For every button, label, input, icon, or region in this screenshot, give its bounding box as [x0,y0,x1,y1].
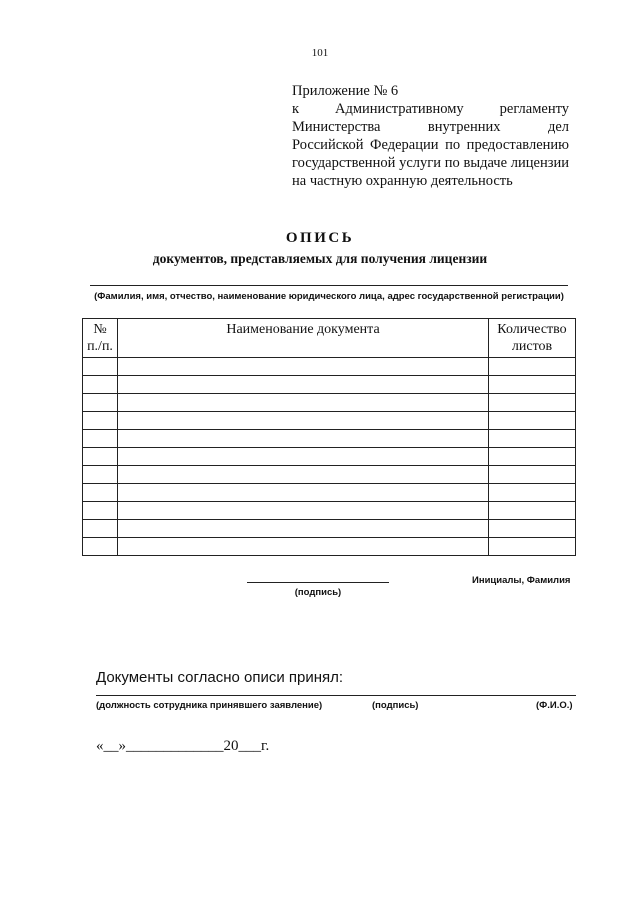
header-sheet-count [489,319,576,358]
cell-sheet-count[interactable] [489,430,576,448]
appendix-line-6: на частную охранную деятельность [292,173,513,189]
appendix-title: Приложение № 6 [292,83,399,99]
page-number: 101 [311,47,329,59]
appendix-word-ministry: Министерства [292,119,381,135]
cell-sheet-count[interactable] [489,358,576,376]
cell-sheet-count[interactable] [489,376,576,394]
table-row [83,502,576,520]
cell-document-name[interactable] [118,358,489,376]
document-subtitle: документов, представляемых для получения лицензии [152,251,488,266]
cell-document-name[interactable] [118,412,489,430]
cell-sheet-count[interactable] [489,538,576,556]
cell-document-name[interactable] [118,430,489,448]
cell-number[interactable] [83,394,118,412]
applicant-fill-line[interactable] [90,285,568,286]
cell-sheet-count[interactable] [489,412,576,430]
cell-document-name[interactable] [118,484,489,502]
header-document-name: Наименование документа [118,319,489,358]
appendix-header [292,82,569,190]
table-row [83,484,576,502]
header-count-line2: листов [511,339,553,354]
appendix-line-2 [292,100,569,118]
cell-number[interactable] [83,412,118,430]
accepted-label: Документы согласно описи принял: [96,669,344,686]
cell-number[interactable] [83,448,118,466]
table-row [83,466,576,484]
initials-label: Инициалы, Фамилия [472,575,571,586]
document-title: ОПИСЬ [285,230,355,246]
header-number-line1: № [93,322,107,337]
position-caption: (должность сотрудника принявшего заявление) [96,700,323,711]
cell-document-name[interactable] [118,538,489,556]
appendix-line-5: государственной услуги по выдаче лицензии [292,155,569,171]
cell-sheet-count[interactable] [489,394,576,412]
signature-fill-line[interactable] [247,582,389,583]
cell-sheet-count[interactable] [489,466,576,484]
cell-document-name[interactable] [118,376,489,394]
cell-number[interactable] [83,484,118,502]
date-line[interactable]: «__»_____________20___г. [96,738,270,754]
signature-caption-2: (подпись) [372,700,419,711]
cell-document-name[interactable] [118,466,489,484]
cell-document-name[interactable] [118,520,489,538]
appendix-word-regulation: регламенту [499,101,569,117]
cell-document-name[interactable] [118,502,489,520]
cell-number[interactable] [83,358,118,376]
table-row [83,412,576,430]
header-number [83,319,118,358]
header-count-line1: Количество [497,322,567,337]
cell-sheet-count[interactable] [489,448,576,466]
appendix-word-internal: внутренних [427,119,501,135]
table-row [83,520,576,538]
cell-sheet-count[interactable] [489,502,576,520]
cell-document-name[interactable] [118,448,489,466]
cell-sheet-count[interactable] [489,520,576,538]
appendix-line-3 [292,118,569,136]
cell-sheet-count[interactable] [489,484,576,502]
signature-caption: (подпись) [294,587,342,598]
documents-table [82,318,576,556]
cell-number[interactable] [83,466,118,484]
header-number-line2: п./п. [87,339,113,354]
appendix-word-k: к [292,101,300,117]
acceptance-fill-line[interactable] [96,695,576,696]
cell-number[interactable] [83,538,118,556]
table-row [83,430,576,448]
cell-number[interactable] [83,430,118,448]
appendix-word-affairs: дел [547,119,569,135]
fio-caption: (Ф.И.О.) [536,700,573,711]
table-row [83,376,576,394]
table-row [83,538,576,556]
cell-number[interactable] [83,502,118,520]
table-row [83,358,576,376]
table-header-row [83,319,576,358]
cell-number[interactable] [83,520,118,538]
table-row [83,394,576,412]
table-row [83,448,576,466]
cell-document-name[interactable] [118,394,489,412]
cell-number[interactable] [83,376,118,394]
applicant-caption: (Фамилия, имя, отчество, наименование юридического лица, адрес государственной регистрации) [94,291,564,302]
appendix-line-4: Российской Федерации по предоставлению [292,137,569,153]
appendix-word-administrative: Административному [335,101,464,117]
